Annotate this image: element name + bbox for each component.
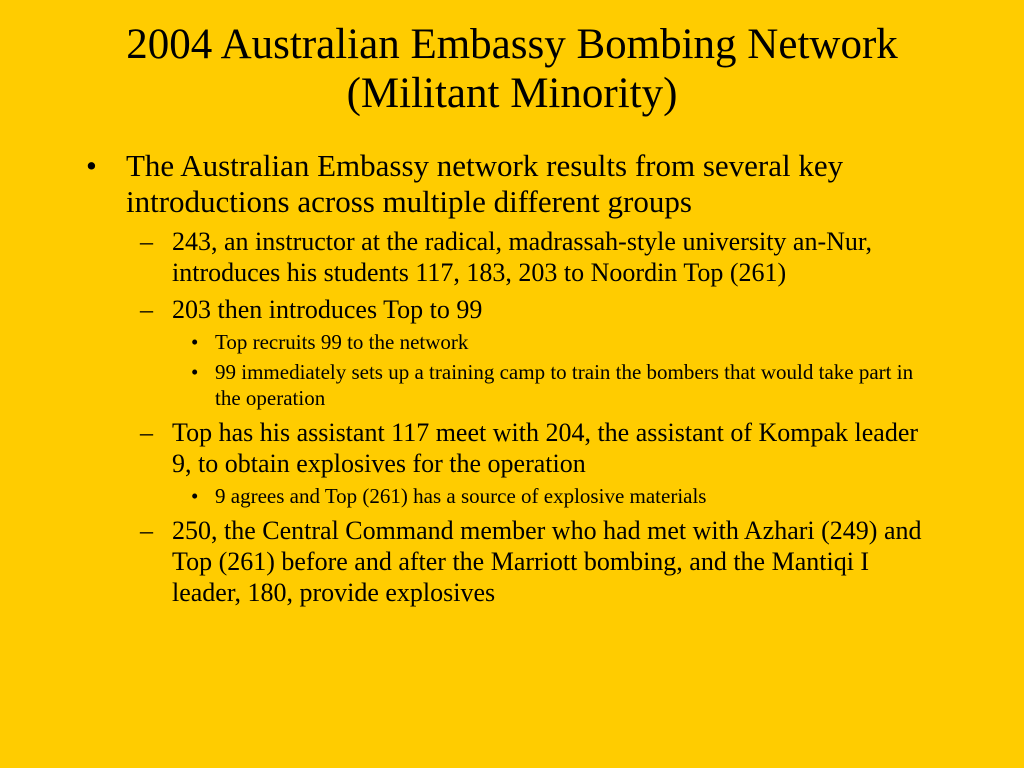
slide-title-line-2: (Militant Minority) — [346, 70, 678, 117]
bullet-item-level-3 — [191, 329, 915, 355]
dash-item-level-2 — [140, 294, 942, 325]
dash-text: 243, an instructor at the radical, madrassah-style university an-Nur, introduces his students 117, 183, 203 to Noordin Top (261) — [172, 227, 873, 287]
bullet-marker: • — [191, 330, 199, 354]
slide-title-line-1: 2004 Australian Embassy Bombing Network — [126, 21, 898, 68]
bullet-text: Top recruits 99 to the network — [215, 330, 469, 354]
slide-title — [0, 20, 1024, 118]
dash-text: 203 then introduces Top to 99 — [172, 295, 483, 324]
bullet-marker: • — [191, 484, 199, 508]
dash-text: 250, the Central Command member who had met with Azhari (249) and Top (261) before and after the Marriott bombing, and the Mantiqi I leader, 180, provide explosives — [172, 516, 922, 607]
slide-body — [0, 148, 1024, 608]
bullet-marker: • — [191, 360, 199, 384]
dash-marker: – — [140, 516, 153, 545]
bullet-text: 9 agrees and Top (261) has a source of explosive materials — [215, 484, 707, 508]
dash-item-level-2 — [140, 515, 942, 608]
dash-marker: – — [140, 227, 153, 256]
bullet-text: 99 immediately sets up a training camp to train the bombers that would take part in the operation — [215, 360, 914, 410]
bullet-item-level-1 — [86, 148, 936, 220]
bullet-item-level-3 — [191, 359, 915, 411]
dash-marker: – — [140, 295, 153, 324]
bullet-item-level-3 — [191, 483, 915, 509]
bullet-marker: • — [86, 148, 97, 183]
dash-text: Top has his assistant 117 meet with 204, the assistant of Kompak leader 9, to obtain explosives for the operation — [172, 418, 919, 478]
dash-item-level-2 — [140, 226, 942, 288]
bullet-text: The Australian Embassy network results from several key introductions across multiple different groups — [126, 148, 844, 219]
dash-marker: – — [140, 418, 153, 447]
dash-item-level-2 — [140, 417, 942, 479]
